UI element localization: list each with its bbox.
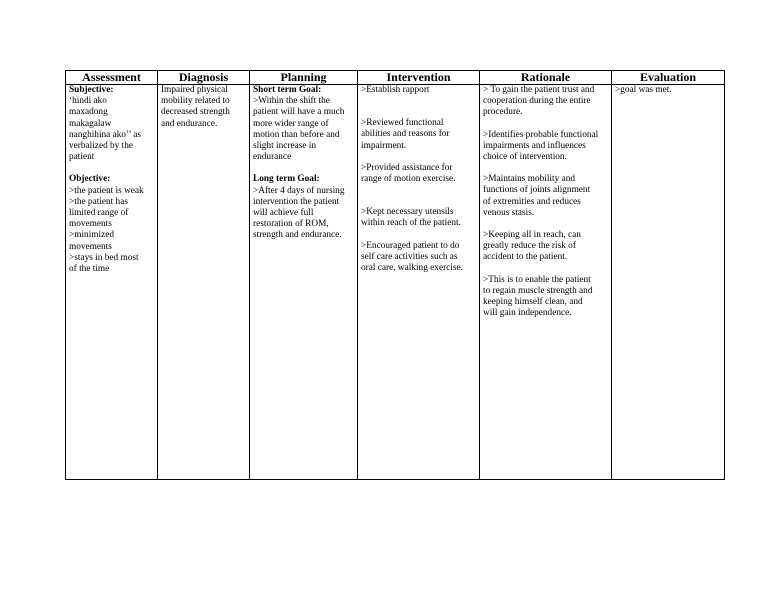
header-assessment: Assessment xyxy=(66,71,158,85)
nursing-care-plan-table xyxy=(65,70,725,480)
header-diagnosis: Diagnosis xyxy=(158,71,250,85)
subjective-line: verbalized by the xyxy=(69,141,134,152)
rationale-cell xyxy=(480,85,612,480)
evaluation-line: >goal was met. xyxy=(615,85,672,95)
intervention-line: >Reviewed functional xyxy=(361,118,444,129)
rationale-line: keeping himself clean, and xyxy=(483,297,583,308)
rationale-line: greatly reduce the risk of xyxy=(483,241,576,252)
long-term-goal-line: >After 4 days of nursing xyxy=(253,185,345,196)
header-row xyxy=(66,71,725,85)
objective-line: >the patient has xyxy=(69,196,128,207)
long-term-goal-line: intervention the patient xyxy=(253,196,340,207)
rationale-line: will gain independence. xyxy=(483,308,572,319)
intervention-line: range of motion exercise. xyxy=(361,174,456,185)
rationale-line: >Keeping all in reach, can xyxy=(483,230,581,241)
header-evaluation: Evaluation xyxy=(612,71,725,85)
rationale-line: accident to the patient. xyxy=(483,252,568,263)
rationale-line: >Identifies probable functional xyxy=(483,129,599,140)
diagnosis-line: mobility related to xyxy=(161,96,230,107)
intervention-cell xyxy=(358,85,480,480)
intervention-line: abilities and reasons for xyxy=(361,129,450,140)
subjective-line: nanghihina ako’’ as xyxy=(69,129,141,140)
intervention-line: >Provided assistance for xyxy=(361,162,453,173)
objective-line: of the time xyxy=(69,264,110,275)
header-intervention: Intervention xyxy=(358,71,480,85)
rationale-line: cooperation during the entire xyxy=(483,96,591,107)
subjective-line: maxadong xyxy=(69,107,108,118)
rationale-line: impairments and influences xyxy=(483,140,586,151)
subjective-line: ‘hindi ako xyxy=(69,96,107,107)
subjective-label: Subjective: xyxy=(69,85,114,95)
diagnosis-cell xyxy=(158,85,250,480)
diagnosis-line: decreased strength xyxy=(161,107,230,118)
rationale-line: venous stasis. xyxy=(483,207,535,218)
subjective-line: makagalaw xyxy=(69,118,112,129)
planning-cell xyxy=(250,85,358,480)
header-rationale: Rationale xyxy=(480,71,612,85)
intervention-line: oral care, walking exercise. xyxy=(361,263,463,274)
objective-line: >minimized xyxy=(69,230,115,241)
body-row xyxy=(66,85,725,480)
intervention-line: >Kept necessary utensils xyxy=(361,207,454,218)
short-term-goal-line: motion than before and xyxy=(253,129,340,140)
evaluation-cell xyxy=(612,85,725,480)
diagnosis-line: and endurance. xyxy=(161,118,218,129)
rationale-line: of extremities and reduces xyxy=(483,196,581,207)
rationale-line: functions of joints alignment xyxy=(483,185,591,196)
intervention-line: self care activities such as xyxy=(361,251,458,262)
short-term-goal-label: Short term Goal: xyxy=(253,85,322,95)
rationale-line: >Maintains mobility and xyxy=(483,174,576,185)
long-term-goal-line: restoration of ROM, xyxy=(253,219,329,230)
rationale-line: >This is to enable the patient xyxy=(483,274,591,285)
intervention-line: impairment. xyxy=(361,140,407,151)
objective-line: movements xyxy=(69,241,112,252)
rationale-line: > To gain the patient trust and xyxy=(483,85,595,95)
objective-label: Objective: xyxy=(69,174,111,185)
objective-line: limited range of xyxy=(69,208,129,219)
short-term-goal-line: slight increase in xyxy=(253,141,316,152)
intervention-line: >Encouraged patient to do xyxy=(361,240,460,251)
objective-line: movements xyxy=(69,219,112,230)
diagnosis-line: Impaired physical xyxy=(161,85,228,95)
objective-line: >stays in bed most xyxy=(69,252,139,263)
short-term-goal-line: patient will have a much xyxy=(253,107,345,118)
long-term-goal-line: will achieve full xyxy=(253,208,314,219)
intervention-line: within reach of the patient. xyxy=(361,218,461,229)
assessment-cell xyxy=(66,85,158,480)
intervention-line: >Establish rapport xyxy=(361,85,430,95)
rationale-line: to regain muscle strength and xyxy=(483,285,593,296)
rationale-line: procedure. xyxy=(483,107,523,118)
objective-line: >the patient is weak xyxy=(69,185,144,196)
subjective-line: patient xyxy=(69,152,95,163)
long-term-goal-label: Long term Goal: xyxy=(253,174,320,185)
short-term-goal-line: more wider range of xyxy=(253,118,329,129)
header-planning: Planning xyxy=(250,71,358,85)
short-term-goal-line: endurance xyxy=(253,152,292,163)
rationale-line: choice of intervention. xyxy=(483,152,567,163)
long-term-goal-line: strength and endurance. xyxy=(253,230,342,241)
short-term-goal-line: >Within the shift the xyxy=(253,96,330,107)
